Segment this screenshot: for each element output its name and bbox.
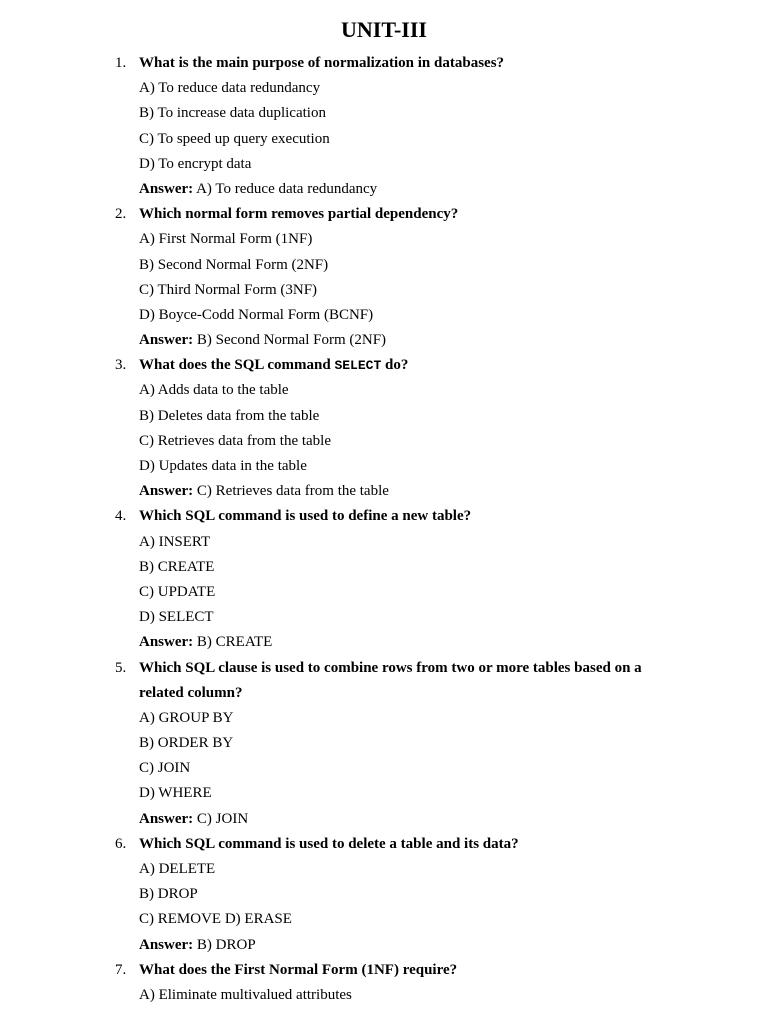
option-line [0,983,768,1008]
answer-label: Answer: [139,180,194,197]
option-line [0,404,768,429]
question-list [0,51,768,1008]
sql-keyword: SELECT [334,358,382,374]
answer-line [0,807,768,832]
answer-option: D) Updates data in the table [139,458,307,474]
question-text-segment: Which SQL command is used to delete a table and its data? [139,835,519,852]
answer-text: B) DROP [196,936,256,953]
question-line [0,681,768,706]
option-line [0,101,768,126]
option-line [0,731,768,756]
answer-option: B) Deletes data from the table [139,407,320,424]
question-number: 3. [115,357,127,374]
answer-option: B) Second Normal Form (2NF) [139,256,329,273]
option-line [0,706,768,731]
question-text [139,202,458,227]
question-text [139,656,642,681]
answer [139,630,272,655]
question-line [0,202,768,227]
answer-option: A) Eliminate multivalued attributes [139,986,352,1003]
answer-option: B) To increase data duplication [139,105,326,122]
option-line [0,555,768,580]
answer-option: D) SELECT [139,609,214,626]
question-number: 1. [115,55,127,71]
option-line [0,253,768,278]
question-text [139,681,242,706]
answer [139,807,248,832]
option-line [0,227,768,252]
answer [139,328,386,353]
question-text [139,504,471,529]
question-text-segment: Which normal form removes partial dependency? [139,206,459,223]
answer-text: A) To reduce data redundancy [196,180,378,197]
answer [139,933,256,958]
answer-option: C) UPDATE [139,583,216,600]
option-line [0,781,768,806]
option-line [0,907,768,932]
answer-label: Answer: [139,936,194,953]
question-text-segment: What does the SQL command [139,357,335,374]
question-text-segment: Which SQL clause is used to combine rows from two or more tables based on a [139,659,642,676]
option-line [0,756,768,781]
answer-option: A) GROUP BY [139,709,234,726]
answer-option: D) WHERE [139,785,212,802]
answer [139,177,377,202]
answer-option: B) DROP [139,886,198,903]
answer-label: Answer: [139,483,194,500]
question-number: 5. [115,659,127,676]
question-number: 4. [115,508,127,525]
option-line [0,278,768,303]
option-line [0,530,768,555]
answer-text: B) Second Normal Form (2NF) [196,332,387,349]
question-text-segment: Which SQL command is used to define a new table? [139,508,472,525]
option-line [0,76,768,101]
option-line [0,152,768,177]
question-line [0,832,768,857]
answer-line [0,933,768,958]
option-line [0,882,768,907]
page-title: UNIT-III [340,17,427,42]
question-text [139,832,519,857]
question-line [0,958,768,983]
answer-option: B) CREATE [139,558,215,575]
question-text [139,958,457,983]
question-text-segment: What is the main purpose of normalization in databases? [139,55,505,71]
option-line [0,857,768,882]
answer-option: D) Boyce-Codd Normal Form (BCNF) [139,306,374,323]
answer-label: Answer: [139,332,194,349]
answer-option: C) To speed up query execution [139,130,330,147]
question-text-segment: What does the First Normal Form (1NF) require? [139,961,458,978]
answer-text: C) JOIN [196,810,249,827]
question-text [139,51,504,76]
question-number: 2. [115,206,127,223]
answer-option: A) First Normal Form (1NF) [139,231,313,248]
question-line [0,656,768,681]
option-line [0,127,768,152]
option-line [0,378,768,403]
option-line [0,454,768,479]
option-line [0,605,768,630]
question-line [0,504,768,529]
answer-option: A) INSERT [139,533,211,550]
option-line [0,429,768,454]
option-line [0,580,768,605]
answer-option: C) REMOVE D) ERASE [139,911,292,928]
answer-line [0,479,768,504]
question-text-segment: do? [381,357,409,374]
question-line [0,353,768,378]
question-number: 6. [115,835,127,852]
answer-label: Answer: [139,634,194,651]
question-text [139,353,408,378]
question-text-segment: related column? [139,684,243,701]
answer-label: Answer: [139,810,194,827]
answer-option: B) ORDER BY [139,735,234,752]
answer-option: C) Retrieves data from the table [139,432,332,449]
question-number: 7. [115,961,127,978]
answer-text: B) CREATE [196,634,273,651]
answer-line [0,328,768,353]
option-line [0,303,768,328]
answer-option: D) To encrypt data [139,155,252,172]
question-line [0,51,768,76]
answer-option: C) JOIN [139,760,191,777]
answer-text: C) Retrieves data from the table [196,483,389,500]
answer-option: A) To reduce data redundancy [139,80,321,97]
answer [139,479,389,504]
answer-option: A) DELETE [139,861,216,877]
answer-option: C) Third Normal Form (3NF) [139,281,318,298]
answer-line [0,177,768,202]
answer-line [0,630,768,655]
answer-option: A) Adds data to the table [139,382,289,399]
